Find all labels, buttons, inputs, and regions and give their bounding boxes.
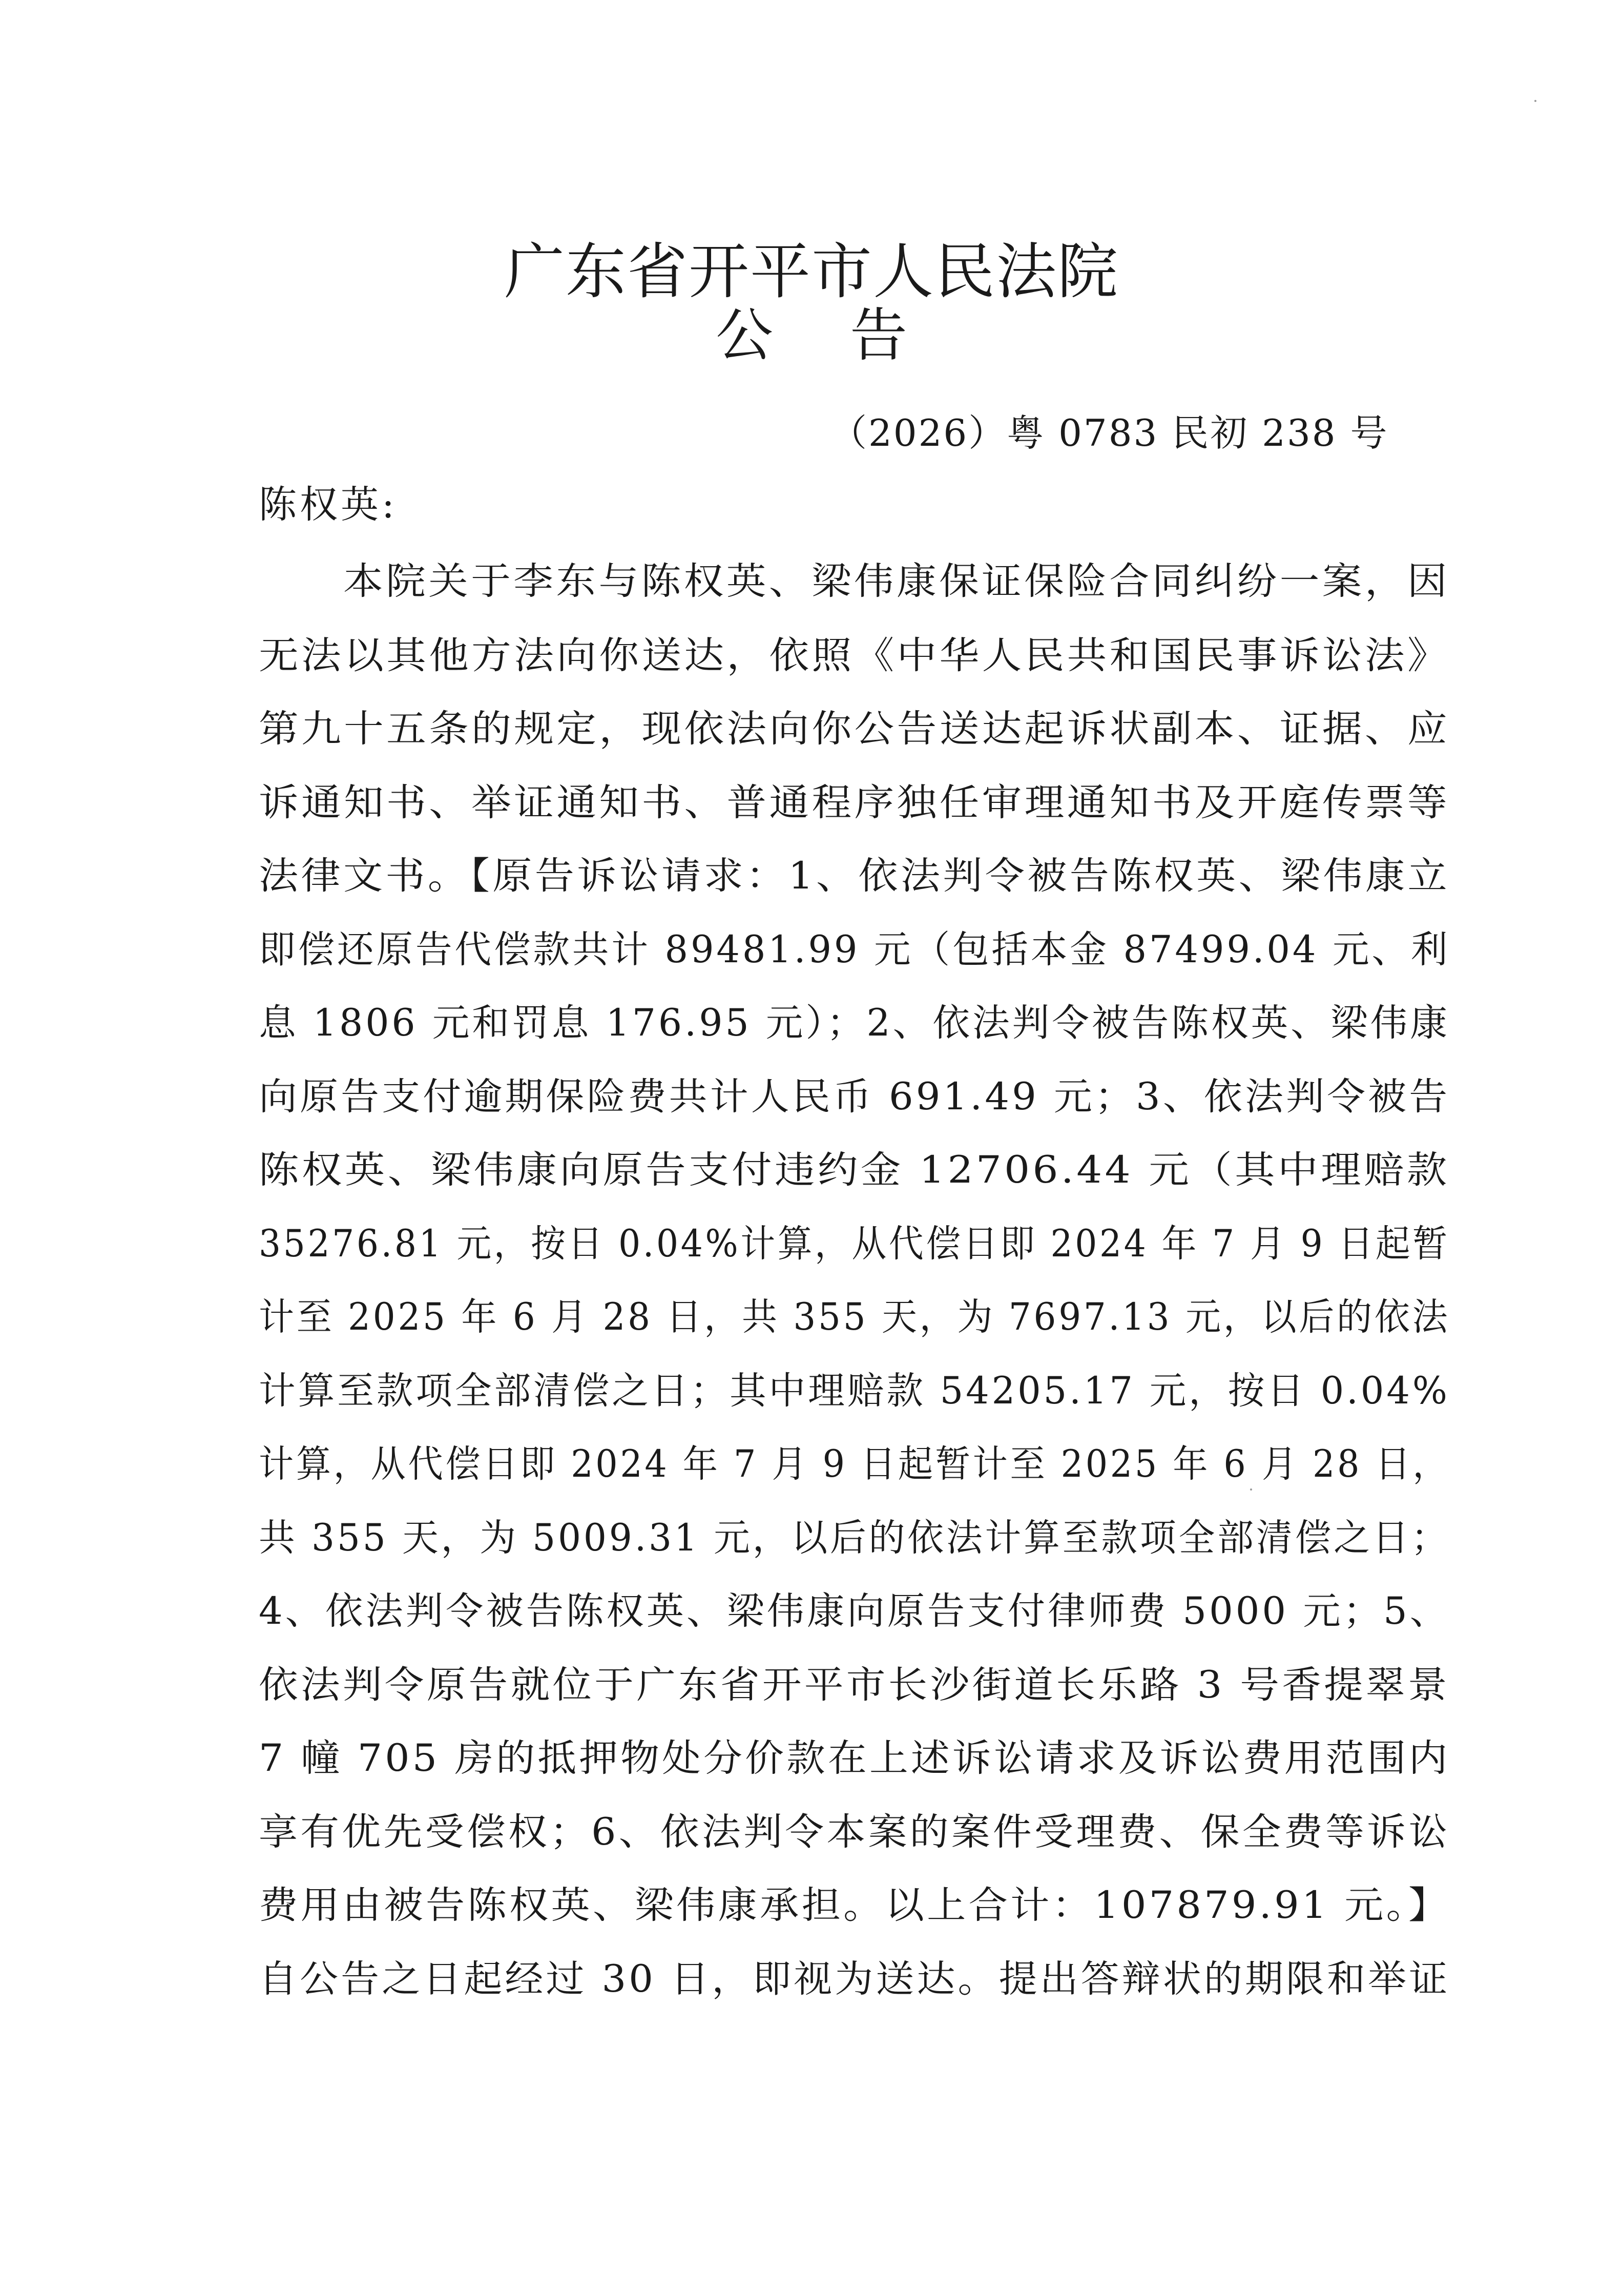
body-line: 享有优先受偿权；6、依法判令本案的案件受理费、保全费等诉讼 <box>259 1810 1450 1854</box>
body-line: 法律文书。【原告诉讼请求：1、依法判令被告陈权英、梁伟康立 <box>259 854 1450 898</box>
scan-speck <box>1534 100 1536 102</box>
body-line: 无法以其他方法向你送达，依照《中华人民共和国民事诉讼法》 <box>259 634 1450 677</box>
body-line: 自公告之日起经过 30 日，即视为送达。提出答辩状的期限和举证 <box>259 1957 1450 2001</box>
case-number: （2026）粤 0783 民初 238 号 <box>830 411 1389 454</box>
body-line: 第九十五条的规定，现依法向你公告送达起诉状副本、证据、应 <box>259 707 1450 751</box>
body-line: 计至 2025 年 6 月 28 日，共 355 天，为 7697.13 元，以后的依法 <box>259 1295 1450 1339</box>
body-line: 依法判令原告就位于广东省开平市长沙街道长乐路 3 号香提翠景 <box>259 1663 1450 1707</box>
body-line: 共 355 天，为 5009.31 元，以后的依法计算至款项全部清偿之日； <box>259 1516 1450 1560</box>
addressee: 陈权英: <box>259 483 398 527</box>
body-line: 4、依法判令被告陈权英、梁伟康向原告支付律师费 5000 元；5、 <box>259 1589 1450 1633</box>
court-name: 广东省开平市人民法院 <box>504 236 1119 307</box>
body-line: 计算至款项全部清偿之日；其中理赔款 54205.17 元，按日 0.04% <box>259 1369 1450 1413</box>
body-line: 计算，从代偿日即 2024 年 7 月 9 日起暂计至 2025 年 6 月 28 日， <box>259 1442 1450 1486</box>
body-line: 向原告支付逾期保险费共计人民币 691.49 元；3、依法判令被告 <box>259 1075 1450 1119</box>
body-line: 即偿还原告代偿款共计 89481.99 元（包括本金 87499.04 元、利 <box>259 928 1450 971</box>
scan-speck <box>1250 1488 1252 1491</box>
body-line: 本院关于李东与陈权英、梁伟康保证保险合同纠纷一案，因 <box>343 560 1450 603</box>
body-line: 35276.81 元，按日 0.04%计算，从代偿日即 2024 年 7 月 9 日起暂 <box>259 1222 1450 1266</box>
body-line: 费用由被告陈权英、梁伟康承担。以上合计：107879.91 元。】 <box>259 1884 1450 1927</box>
body-line: 陈权英、梁伟康向原告支付违约金 12706.44 元（其中理赔款 <box>259 1148 1450 1192</box>
body-line: 诉通知书、举证通知书、普通程序独任审理通知书及开庭传票等 <box>259 781 1450 824</box>
document-title: 公告 <box>716 302 984 369</box>
body-line: 息 1806 元和罚息 176.95 元）；2、依法判令被告陈权英、梁伟康 <box>259 1001 1450 1045</box>
body-line: 7 幢 705 房的抵押物处分价款在上述诉讼请求及诉讼费用范围内 <box>259 1736 1450 1780</box>
